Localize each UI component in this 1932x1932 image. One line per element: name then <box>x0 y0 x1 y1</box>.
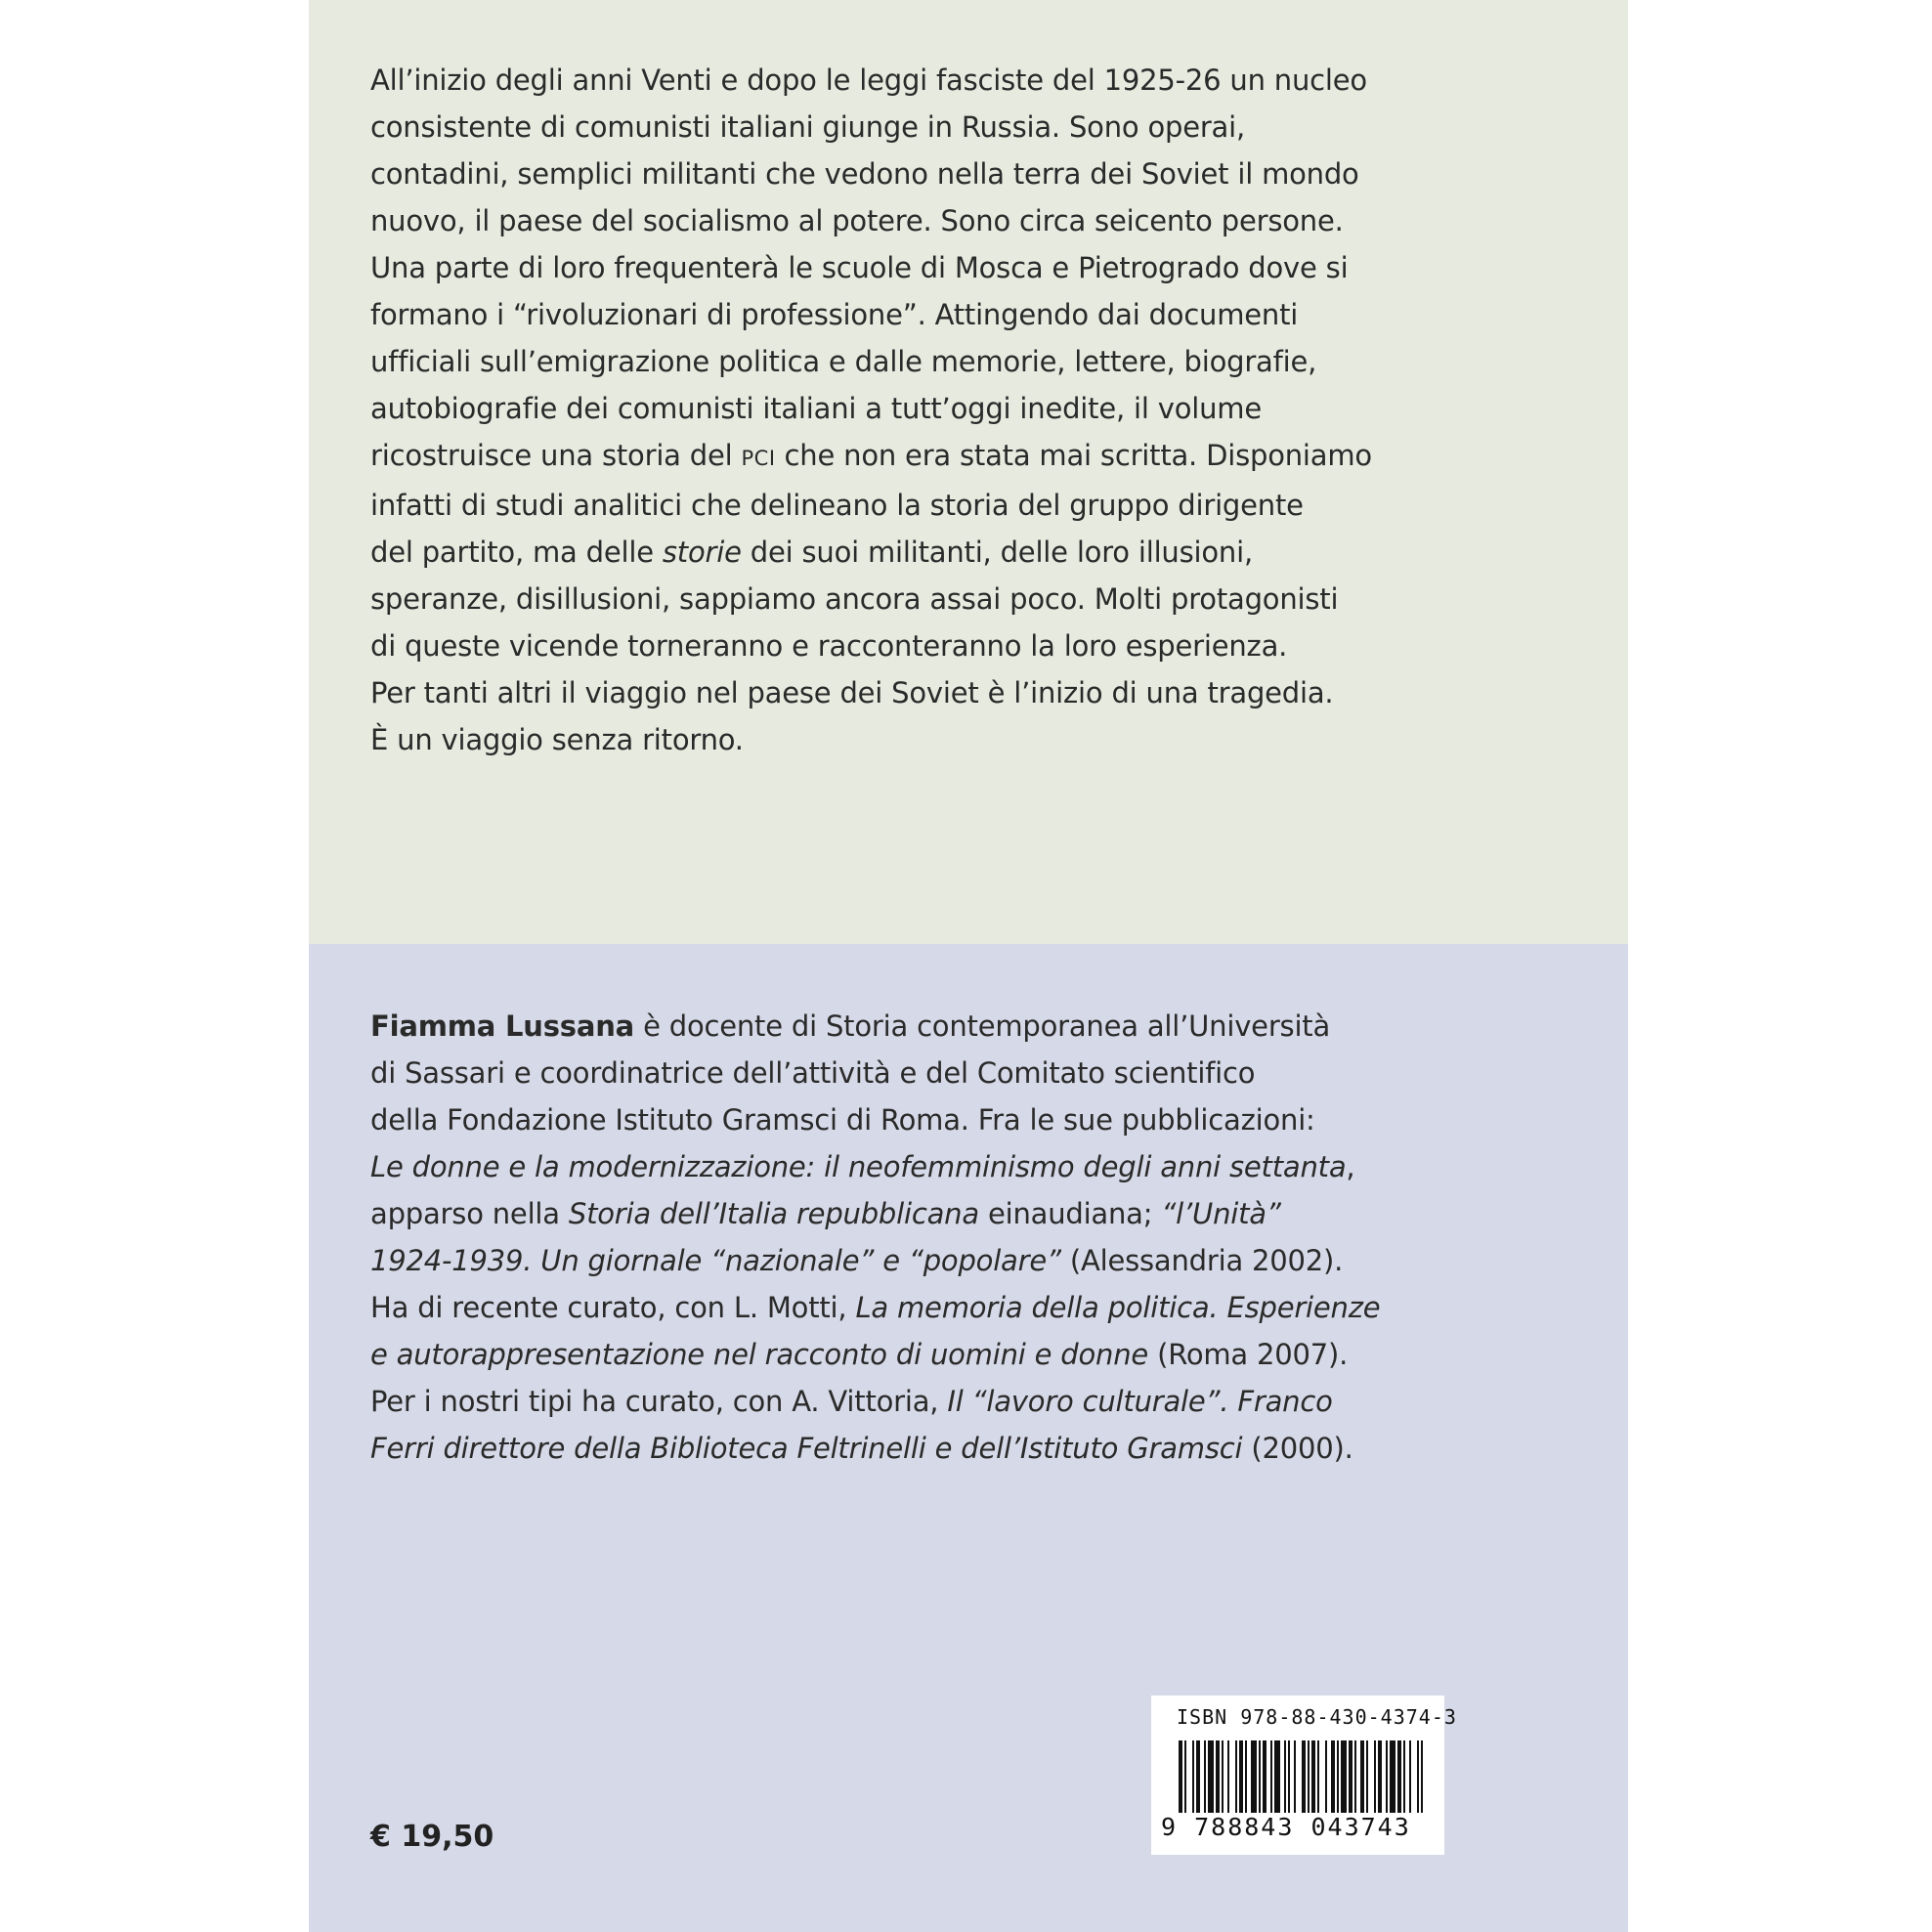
blurb-line: Una parte di loro frequenterà le scuole di Mosca e Pietrogrado dove si <box>370 251 1349 284</box>
bio-line <box>370 1237 1426 1284</box>
publication-title: Ferri direttore della Biblioteca Feltrinelli e dell’Istituto Gramsci <box>370 1432 1243 1465</box>
bio-text-run: Ha di recente curato, con L. Motti, <box>370 1291 856 1324</box>
blurb-text-run: che non era stata mai scritta. Disponiamo <box>775 439 1372 472</box>
barcode-bar <box>1308 1740 1309 1813</box>
blurb-line: di queste vicende torneranno e racconteranno la loro esperienza. <box>370 629 1288 663</box>
publication-title: 1924-1939. Un giornale “nazionale” e “popolare” <box>370 1244 1061 1277</box>
barcode-bar <box>1349 1740 1352 1813</box>
barcode-bar <box>1288 1740 1290 1813</box>
barcode-bar <box>1216 1740 1220 1813</box>
barcode-bar <box>1325 1740 1327 1813</box>
barcode-bar <box>1311 1740 1315 1813</box>
pci-abbrev: PCI <box>741 447 776 470</box>
publication-title: Storia dell’Italia repubblicana <box>568 1197 979 1230</box>
blurb-line <box>370 529 1426 576</box>
barcode-bar <box>1302 1740 1306 1813</box>
publication-title: “l’Unità” <box>1161 1197 1281 1230</box>
barcode-icon <box>1179 1740 1423 1813</box>
price-label: € 19,50 <box>370 1820 494 1854</box>
barcode-bar <box>1259 1740 1261 1813</box>
bio-text-run: Per i nostri tipi ha curato, con A. Vittoria, <box>370 1385 948 1418</box>
bio-line <box>370 1425 1426 1472</box>
blurb-panel <box>309 0 1628 944</box>
bio-line <box>370 1331 1426 1378</box>
barcode-bar <box>1251 1740 1257 1813</box>
bio-line: di Sassari e coordinatrice dell’attività e del Comitato scientifico <box>370 1056 1256 1090</box>
book-back-cover <box>309 0 1628 1932</box>
publication-title: Le donne e la modernizzazione: il neofemminismo degli anni settanta <box>370 1150 1347 1183</box>
barcode-bar <box>1222 1740 1224 1813</box>
blurb-line: Per tanti altri il viaggio nel paese dei Soviet è l’inizio di una tragedia. <box>370 676 1334 709</box>
barcode-bar <box>1284 1740 1286 1813</box>
bio-text-run: (Alessandria 2002). <box>1060 1244 1344 1277</box>
barcode-bar <box>1360 1740 1364 1813</box>
bio-line <box>370 1378 1426 1425</box>
barcode-bar <box>1341 1740 1347 1813</box>
blurb-text-run: dei suoi militanti, delle loro illusioni, <box>741 536 1253 569</box>
barcode-bar <box>1208 1740 1214 1813</box>
barcode-bar <box>1378 1740 1382 1813</box>
barcode-bar <box>1235 1740 1237 1813</box>
barcode-bar <box>1354 1740 1356 1813</box>
blurb-text-run: del partito, ma delle <box>370 536 663 569</box>
bio-text-run: è docente di Storia contemporanea all’Università <box>634 1009 1331 1043</box>
bio-text-run: (2000). <box>1242 1432 1353 1465</box>
isbn-barcode-box <box>1151 1696 1457 1855</box>
barcode-bar <box>1270 1740 1272 1813</box>
barcode-bar <box>1192 1740 1194 1813</box>
barcode-bar <box>1245 1740 1247 1813</box>
blurb-line: autobiografie dei comunisti italiani a tutt’oggi inedite, il volume <box>370 392 1262 425</box>
blurb-line: ufficiali sull’emigrazione politica e dalle memorie, lettere, biografie, <box>370 345 1317 378</box>
barcode-bar <box>1409 1740 1411 1813</box>
barcode-bar <box>1421 1740 1423 1813</box>
author-bio <box>370 1003 1426 1472</box>
barcode-bar <box>1403 1740 1405 1813</box>
publication-title: e autorappresentazione nel racconto di uomini e donne <box>370 1338 1149 1371</box>
bio-text-run: (Roma 2007). <box>1148 1338 1349 1371</box>
barcode-bar <box>1204 1740 1206 1813</box>
bio-text-run: apparso nella <box>370 1197 569 1230</box>
bio-line: della Fondazione Istituto Gramsci di Roma. Fra le sue pubblicazioni: <box>370 1103 1315 1137</box>
blurb-line <box>370 432 1426 482</box>
blurb-line: È un viaggio senza ritorno. <box>370 723 744 756</box>
blurb-line: speranze, disillusioni, sappiamo ancora assai poco. Molti protagonisti <box>370 582 1339 616</box>
blurb-line: consistente di comunisti italiani giunge in Russia. Sono operai, <box>370 110 1246 144</box>
barcode-bar <box>1294 1740 1296 1813</box>
barcode-bar <box>1179 1740 1182 1813</box>
barcode-bar <box>1184 1740 1186 1813</box>
barcode-bar <box>1386 1740 1388 1813</box>
barcode-bar <box>1331 1740 1335 1813</box>
bio-line <box>370 1003 1426 1050</box>
barcode-bar <box>1417 1740 1419 1813</box>
blurb-text <box>370 57 1426 763</box>
publication-title: Il “lavoro culturale”. Franco <box>947 1385 1333 1418</box>
barcode-bar <box>1317 1740 1319 1813</box>
barcode-bar <box>1337 1740 1339 1813</box>
bio-text-run: einaudiana; <box>978 1197 1162 1230</box>
barcode-bar <box>1397 1740 1401 1813</box>
bio-line <box>370 1190 1426 1237</box>
bio-line <box>370 1284 1426 1331</box>
barcode-bar <box>1274 1740 1280 1813</box>
barcode-bar <box>1366 1740 1368 1813</box>
isbn-label: ISBN 978-88-430-4374-3 <box>1177 1705 1457 1729</box>
barcode-bar <box>1227 1740 1229 1813</box>
blurb-line: nuovo, il paese del socialismo al potere. Sono circa seicento persone. <box>370 204 1344 237</box>
storie-italic: storie <box>662 536 742 569</box>
barcode-bar <box>1196 1740 1200 1813</box>
barcode-bar <box>1263 1740 1267 1813</box>
barcode-bar <box>1374 1740 1376 1813</box>
author-name: Fiamma Lussana <box>370 1009 635 1043</box>
barcode-bar <box>1390 1740 1395 1813</box>
publication-title: La memoria della politica. Esperienze <box>855 1291 1381 1324</box>
blurb-line: formano i “rivoluzionari di professione”. Attingendo dai documenti <box>370 298 1299 331</box>
bio-line <box>370 1143 1426 1190</box>
isbn-digits: 9 788843 043743 <box>1161 1813 1411 1841</box>
barcode-bar <box>1239 1740 1243 1813</box>
blurb-text-run: ricostruisce una storia del <box>370 439 742 472</box>
blurb-line: All’inizio degli anni Venti e dopo le leggi fasciste del 1925-26 un nucleo <box>370 64 1367 97</box>
bio-text-run: , <box>1346 1150 1355 1183</box>
blurb-line: contadini, semplici militanti che vedono nella terra dei Soviet il mondo <box>370 157 1359 191</box>
blurb-line: infatti di studi analitici che delineano la storia del gruppo dirigente <box>370 489 1304 522</box>
